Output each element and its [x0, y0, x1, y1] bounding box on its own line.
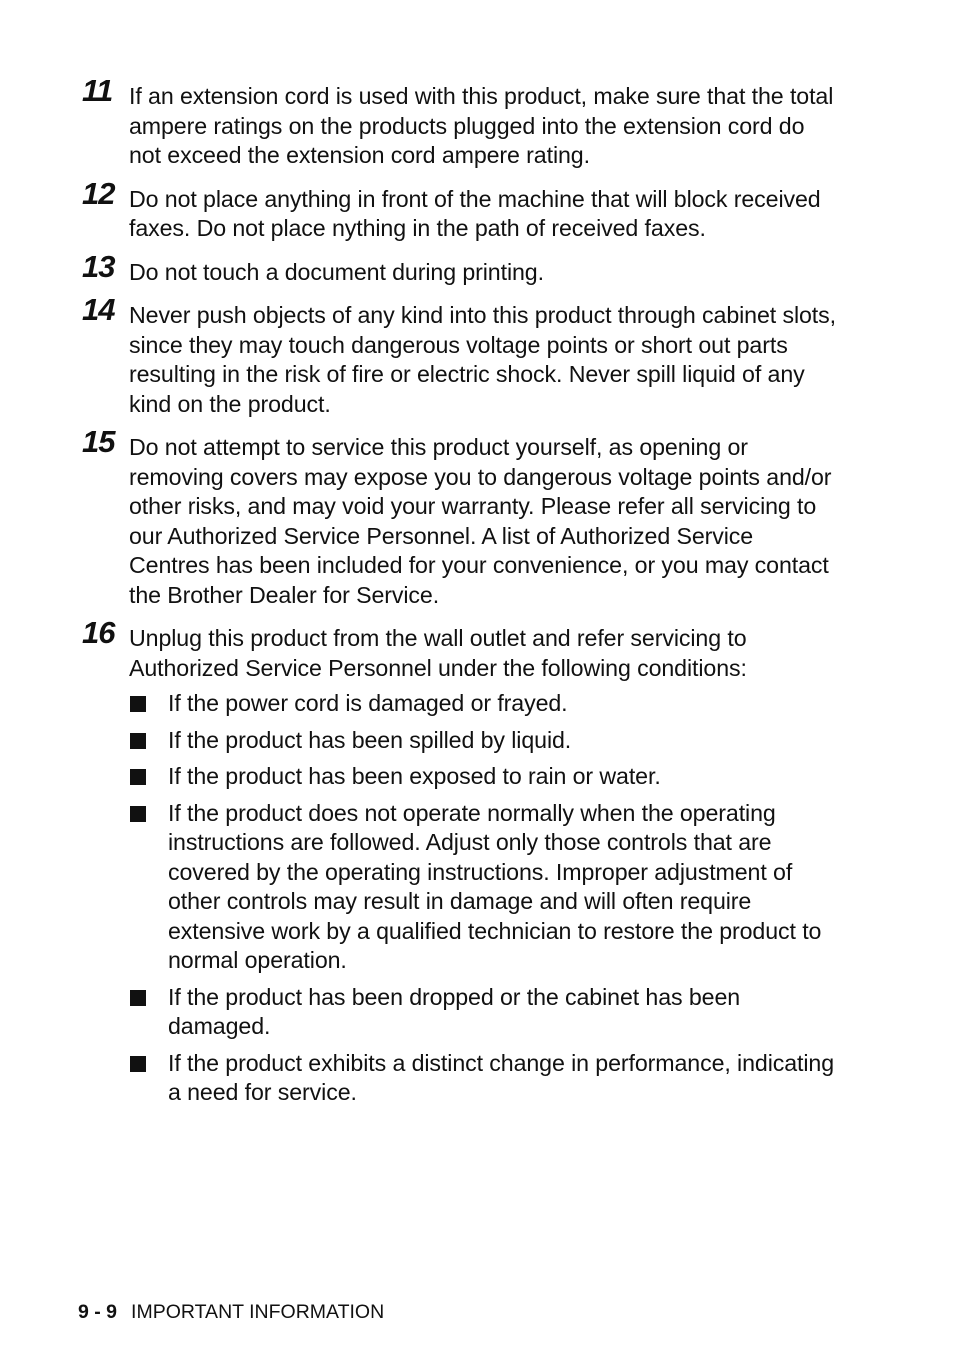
item-text: Do not place anything in front of the machine that will block received faxes. Do not place nything in the path of received faxes. [129, 185, 821, 241]
condition-list [129, 689, 838, 1108]
condition-text: If the product exhibits a distinct change in performance, indicating a need for service. [168, 1049, 835, 1105]
condition-item [129, 983, 838, 1042]
list-item-11 [78, 74, 838, 171]
condition-text: If the product has been spilled by liquid. [168, 726, 572, 753]
condition-item [129, 1049, 838, 1108]
condition-text: If the product has been exposed to rain or water. [168, 763, 661, 789]
list-item-12 [78, 177, 838, 244]
list-item-13 [78, 250, 838, 288]
square-bullet-icon [130, 806, 146, 822]
list-item-16 [78, 616, 838, 1108]
item-text: If an extension cord is used with this product, make sure that the total ampere ratings on the products plugged into the extension cord do not exceed the extension cord ampere rating. [129, 83, 834, 168]
square-bullet-icon [130, 990, 146, 1006]
condition-item [129, 689, 838, 719]
condition-text: If the product has been dropped or the cabinet has been damaged. [168, 983, 741, 1039]
page-footer [78, 1300, 384, 1324]
condition-text: If the product does not operate normally when the operating instructions are followed. Adjust only those controls that are covered by the operating instructions. Improper adjustment of other controls may result in damage and will often require extensive work by a qualified technician to restore the product to normal operation. [168, 799, 822, 973]
item-number: 14 [82, 292, 115, 327]
condition-item [129, 726, 838, 756]
page-number: 9 - 9 [78, 1301, 118, 1323]
square-bullet-icon [130, 769, 146, 785]
item-number: 12 [82, 175, 115, 211]
condition-text: If the power cord is damaged or frayed. [168, 690, 568, 716]
item-text: Do not attempt to service this product yourself, as opening or removing covers may expose you to dangerous voltage points and/or other risks, and may void your warranty. Please refer all servicing to our Authorized Service Personnel. A list of Authorized Service Centres has been included for your convenience, or you may contact the Brother Dealer for Service. [129, 434, 832, 608]
item-number: 13 [82, 248, 115, 284]
item-number: 15 [82, 424, 115, 459]
condition-item [129, 762, 838, 792]
square-bullet-icon [130, 733, 146, 749]
instruction-list [78, 74, 838, 1115]
section-title: IMPORTANT INFORMATION [131, 1301, 385, 1323]
item-text: Unplug this product from the wall outlet and refer servicing to Authorized Service Personnel under the following conditions: [129, 625, 747, 681]
square-bullet-icon [130, 696, 146, 712]
list-item-15 [78, 425, 838, 610]
item-number: 11 [82, 73, 113, 108]
item-text: Never push objects of any kind into this product through cabinet slots, since they may touch dangerous voltage points or short out parts resulting in the risk of fire or electric shock. Never spill liquid of any kind on the product. [129, 302, 836, 417]
square-bullet-icon [130, 1056, 146, 1072]
item-text: Do not touch a document during printing. [129, 258, 544, 285]
item-number: 16 [82, 615, 115, 650]
list-item-14 [78, 293, 838, 419]
condition-item [129, 799, 838, 976]
